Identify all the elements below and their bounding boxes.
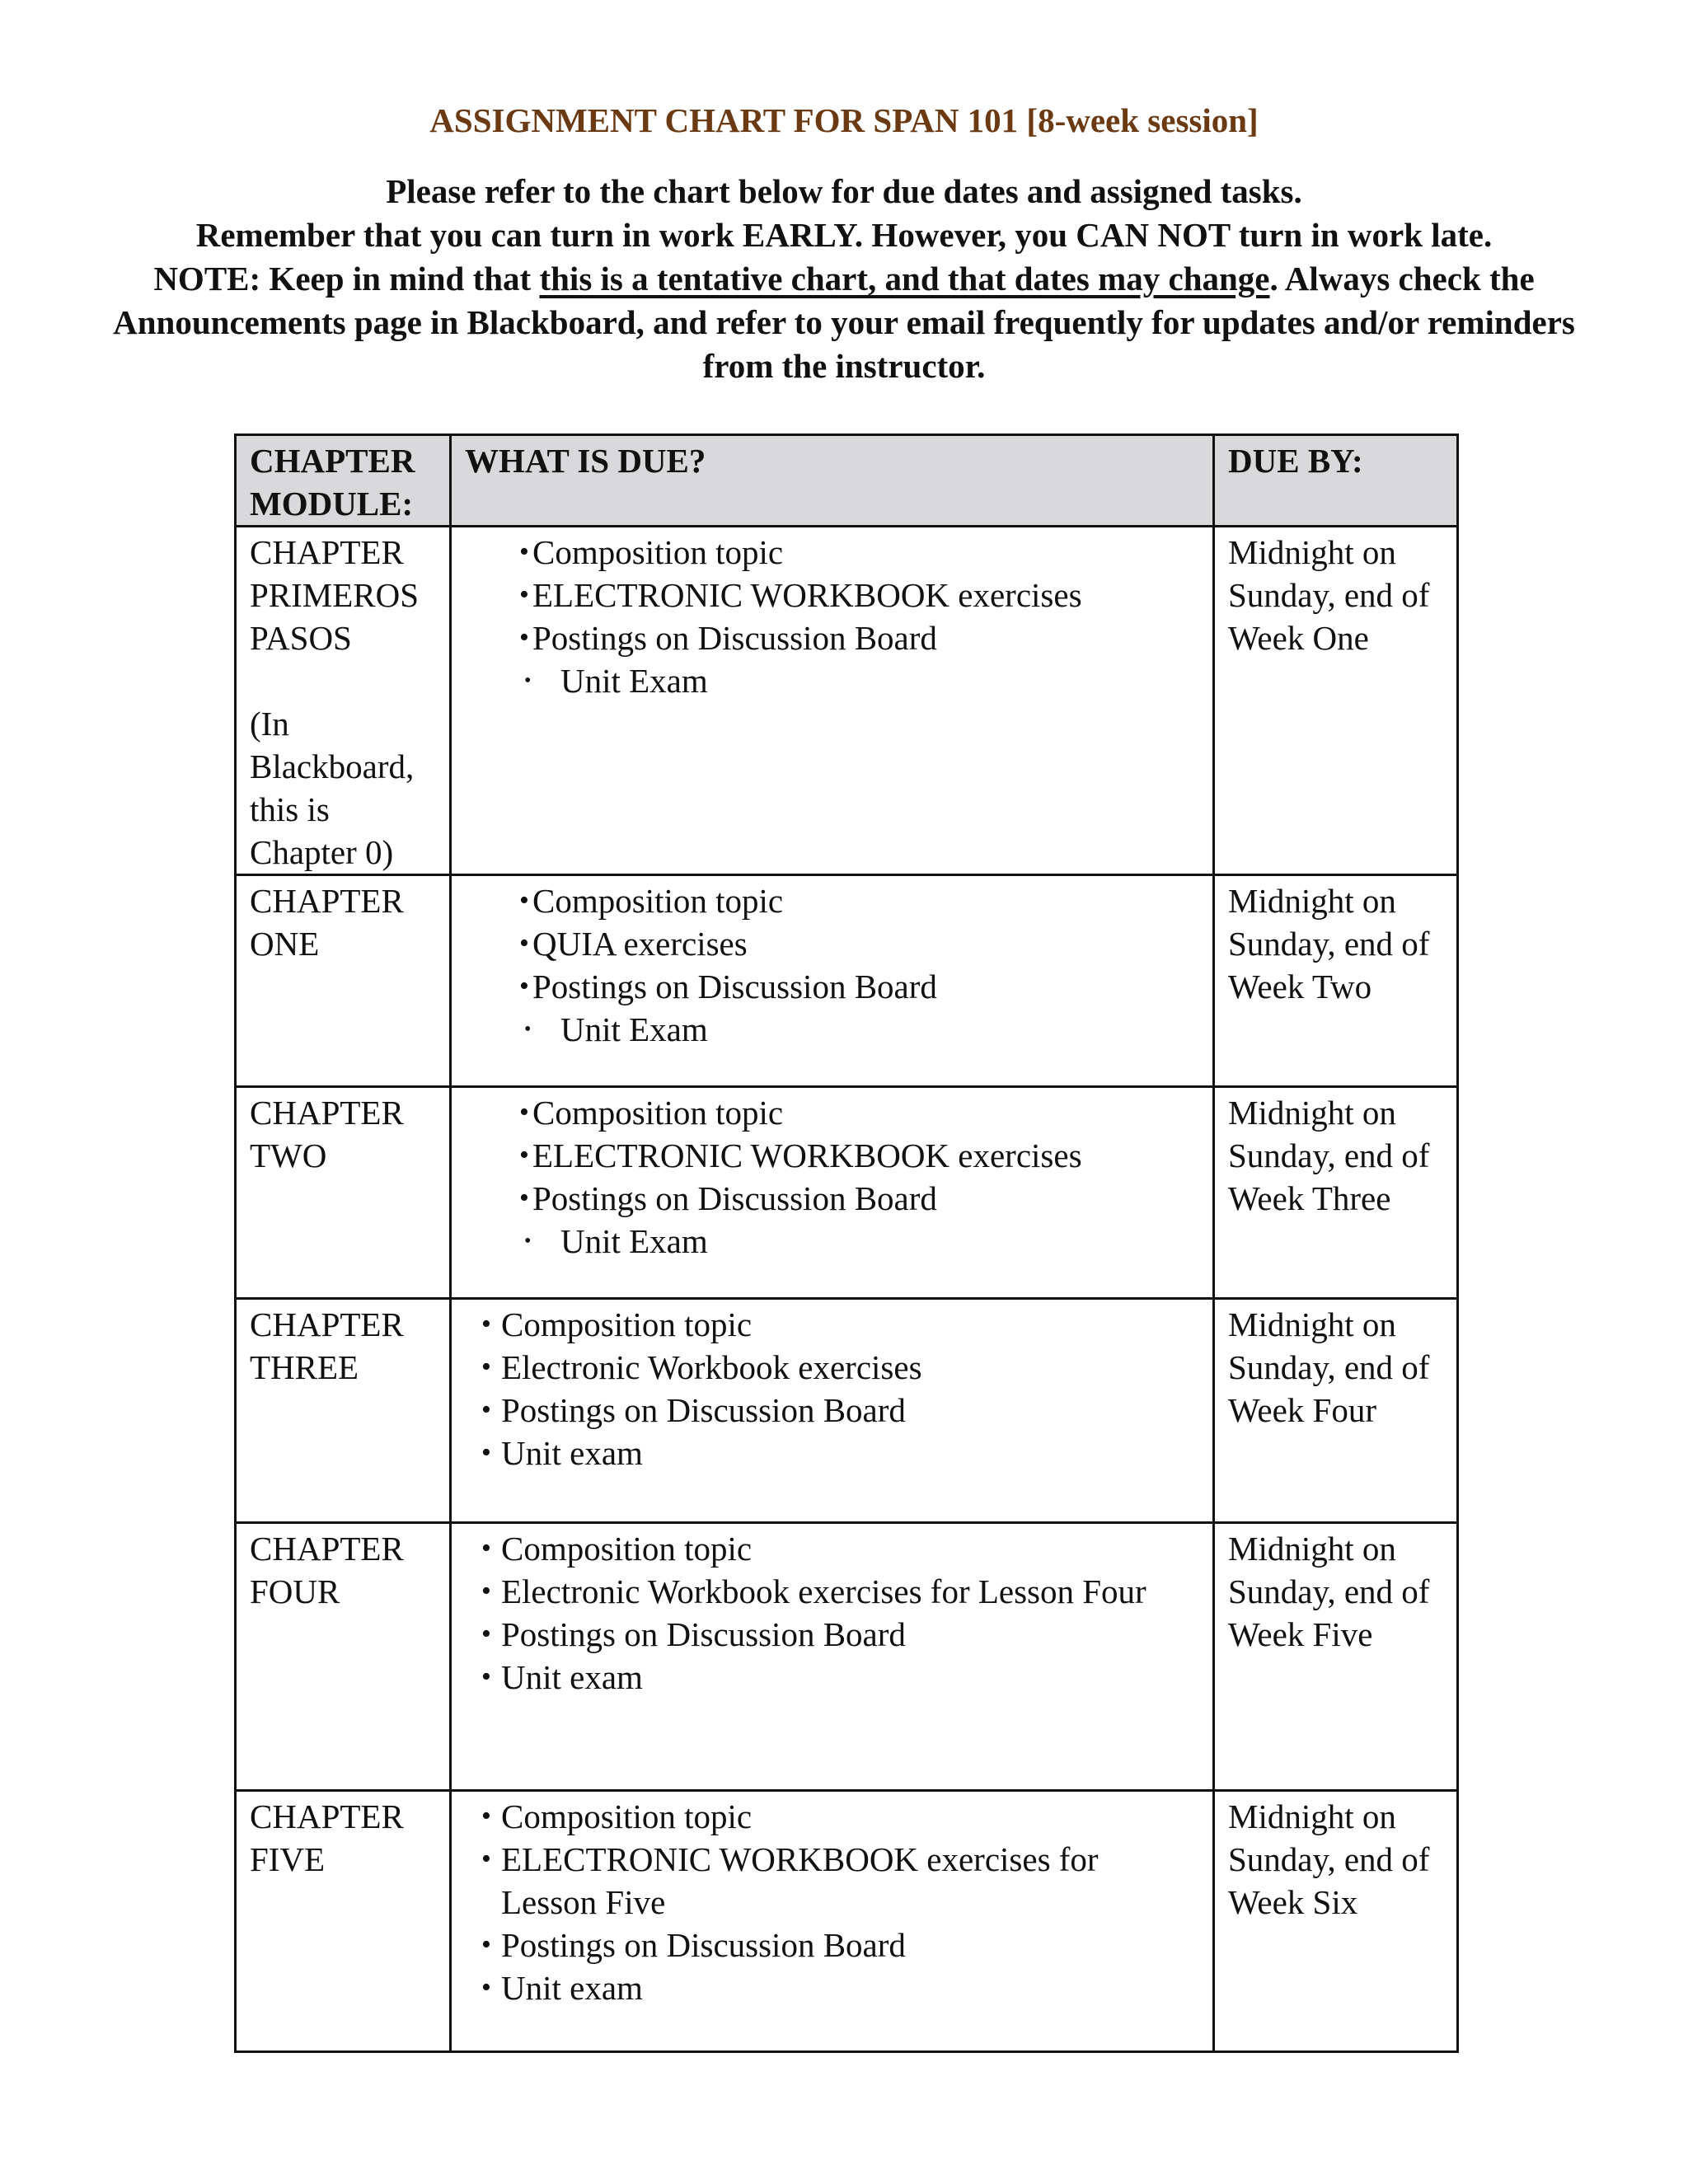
intro-note-end: . Always check the Announcements page in Blackboard, and refer to your email frequently for updates and/or reminders from the instructor. (113, 260, 1575, 385)
bullet-icon: • (481, 1661, 491, 1692)
bullet-icon: • (481, 1394, 491, 1425)
list-item: • ELECTRONIC WORKBOOK exercises (465, 1134, 1201, 1177)
bullet-icon: • (519, 971, 529, 1001)
list-item: • Composition topic (465, 1303, 1201, 1346)
list-item: • Unit Exam (465, 1008, 1201, 1051)
table-row (236, 1087, 1458, 1299)
module-note: (In Blackboard, this is Chapter 0) (250, 705, 415, 871)
module-cell (236, 1791, 451, 2052)
header-module: CHAPTER MODULE: (236, 435, 451, 527)
list-item: • Unit exam (465, 1432, 1201, 1474)
module-name: CHAPTER FOUR (250, 1530, 404, 1610)
bullet-icon: • (481, 1533, 491, 1563)
list-item: • Unit exam (465, 1656, 1201, 1699)
due-by-cell: Midnight on Sunday, end of Week One (1214, 527, 1458, 875)
bullet-icon: • (519, 579, 529, 610)
page-title: ASSIGNMENT CHART FOR SPAN 101 [8-week session] (429, 101, 1259, 139)
bullet-icon: • (524, 670, 532, 691)
intro-note-start: NOTE: Keep in mind that (153, 260, 540, 298)
task-list (465, 879, 1201, 1051)
list-item: • Postings on Discussion Board (465, 965, 1201, 1008)
bullet-icon: • (481, 1352, 491, 1382)
module-cell (236, 527, 451, 875)
due-by-cell: Midnight on Sunday, end of Week Two (1214, 875, 1458, 1087)
module-cell (236, 1087, 451, 1299)
list-item: • Unit Exam (465, 1220, 1201, 1263)
table-row (236, 1299, 1458, 1523)
list-item: • Composition topic (465, 1091, 1201, 1134)
list-item: • ELECTRONIC WORKBOOK exercises (465, 574, 1201, 616)
module-cell (236, 875, 451, 1087)
module-cell (236, 1299, 451, 1523)
table-row (236, 527, 1458, 875)
due-by-cell: Midnight on Sunday, end of Week Six (1214, 1791, 1458, 2052)
bullet-icon: • (519, 928, 529, 958)
list-item: • Postings on Discussion Board (465, 1177, 1201, 1220)
bullet-icon: • (481, 1437, 491, 1468)
module-name: CHAPTER TWO (250, 1094, 404, 1174)
bullet-icon: • (524, 1019, 532, 1040)
list-item: • Electronic Workbook exercises for Lesson Four (465, 1570, 1201, 1613)
tasks-cell (451, 1087, 1214, 1299)
due-by-cell: Midnight on Sunday, end of Week Five (1214, 1523, 1458, 1791)
bullet-icon: • (481, 1801, 491, 1831)
bullet-icon: • (519, 1140, 529, 1170)
list-item: • Composition topic (465, 1795, 1201, 1838)
bullet-icon: • (481, 1929, 491, 1960)
intro-line-2: Remember that you can turn in work EARLY. However, you CAN NOT turn in work late. (195, 216, 1493, 254)
due-by-cell: Midnight on Sunday, end of Week Three (1214, 1087, 1458, 1299)
list-item: • Composition topic (465, 879, 1201, 922)
bullet-icon: • (481, 1576, 491, 1606)
bullet-icon: • (519, 1097, 529, 1127)
bullet-icon: • (481, 1972, 491, 2003)
tasks-cell (451, 1791, 1214, 2052)
bullet-icon: • (519, 1183, 529, 1213)
task-list (465, 1091, 1201, 1263)
module-cell (236, 1523, 451, 1791)
task-list (465, 1527, 1201, 1699)
module-name: CHAPTER ONE (250, 882, 404, 963)
tentative-warning: this is a tentative chart, and that dates may change (539, 260, 1270, 298)
list-item: • Unit exam (465, 1966, 1201, 2009)
tasks-cell (451, 527, 1214, 875)
table-row (236, 1791, 1458, 2052)
list-item: • Postings on Discussion Board (465, 1613, 1201, 1656)
module-name: CHAPTER FIVE (250, 1797, 404, 1878)
list-item: • Composition topic (465, 531, 1201, 574)
bullet-icon: • (519, 622, 529, 653)
list-item: • Unit Exam (465, 659, 1201, 702)
task-list (465, 1795, 1201, 2009)
table-row (236, 1523, 1458, 1791)
module-name: CHAPTER PRIMEROS PASOS (250, 533, 420, 657)
due-by-cell: Midnight on Sunday, end of Week Four (1214, 1299, 1458, 1523)
intro-note (99, 257, 1589, 388)
module-name: CHAPTER THREE (250, 1305, 404, 1386)
list-item: • ELECTRONIC WORKBOOK exercises for Lesson Five (465, 1838, 1201, 1924)
intro-text (99, 170, 1589, 388)
bullet-icon: • (481, 1309, 491, 1339)
header-what-is-due: WHAT IS DUE? (451, 435, 1214, 527)
assignment-table (234, 434, 1459, 2053)
tasks-cell (451, 875, 1214, 1087)
table-header-row (236, 435, 1458, 527)
bullet-icon: • (481, 1619, 491, 1649)
header-due-by: DUE BY: (1214, 435, 1458, 527)
bullet-icon: • (519, 537, 529, 567)
list-item: • QUIA exercises (465, 922, 1201, 965)
bullet-icon: • (481, 1844, 491, 1874)
list-item: • Composition topic (465, 1527, 1201, 1570)
intro-line-1: Please refer to the chart below for due dates and assigned tasks. (386, 172, 1302, 210)
task-list (465, 1303, 1201, 1474)
list-item: • Postings on Discussion Board (465, 1924, 1201, 1966)
table-row (236, 875, 1458, 1087)
tasks-cell (451, 1523, 1214, 1791)
task-list (465, 531, 1201, 702)
bullet-icon: • (519, 885, 529, 916)
list-item: • Electronic Workbook exercises (465, 1346, 1201, 1389)
tasks-cell (451, 1299, 1214, 1523)
bullet-icon: • (524, 1230, 532, 1252)
list-item: • Postings on Discussion Board (465, 616, 1201, 659)
list-item: • Postings on Discussion Board (465, 1389, 1201, 1432)
